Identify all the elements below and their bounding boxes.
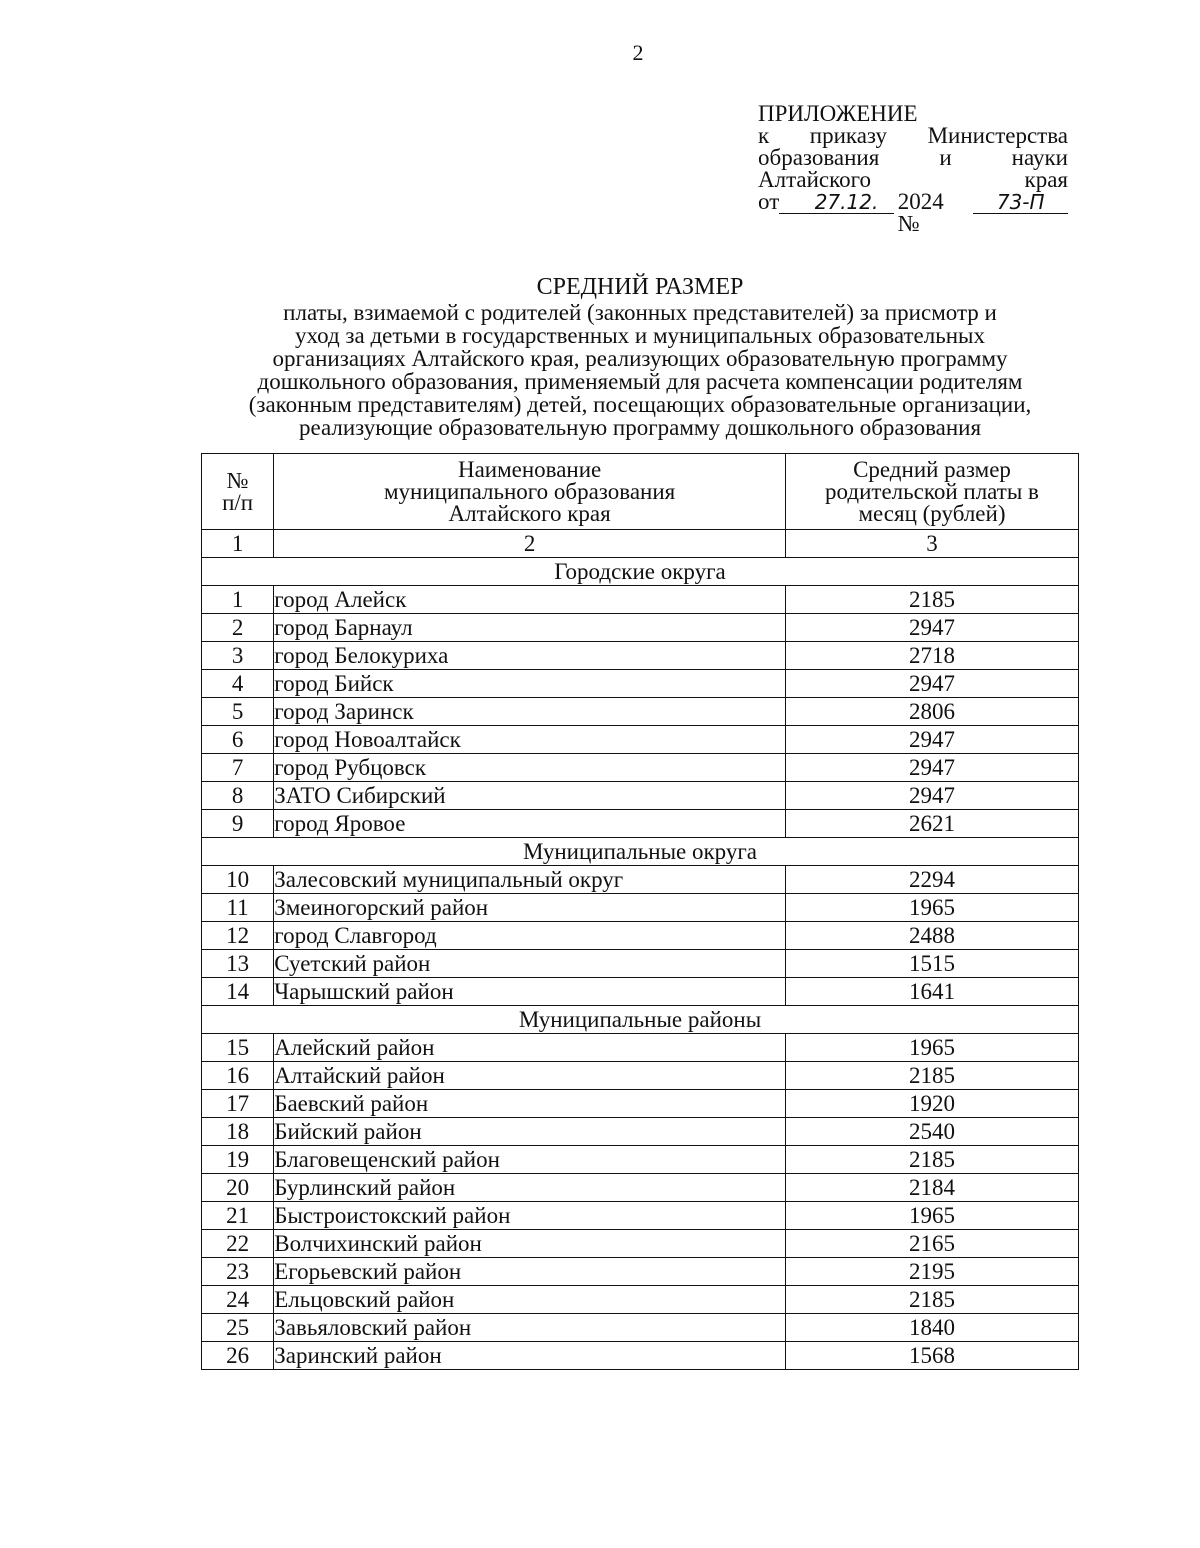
municipality-name: Егорьевский район <box>274 1258 786 1286</box>
table-row <box>202 1062 1079 1090</box>
row-number: 6 <box>202 726 274 754</box>
heading-line-3: организациях Алтайского края, реализующих образовательную программу <box>272 346 1008 371</box>
heading-line-1: платы, взимаемой с родителей (законных представителей) за присмотр и <box>283 300 997 325</box>
table-row <box>202 922 1079 950</box>
row-number: 12 <box>202 922 274 950</box>
row-number: 18 <box>202 1118 274 1146</box>
table-row <box>202 670 1079 698</box>
table-row <box>202 754 1079 782</box>
table-row <box>202 642 1079 670</box>
municipality-name: Баевский район <box>274 1090 786 1118</box>
group-title: Городские округа <box>202 558 1079 586</box>
municipality-name: город Рубцовск <box>274 754 786 782</box>
average-fee: 1641 <box>785 978 1078 1006</box>
row-number: 13 <box>202 950 274 978</box>
average-fee: 2718 <box>785 642 1078 670</box>
table-row <box>202 1034 1079 1062</box>
average-fee: 2184 <box>785 1174 1078 1202</box>
row-number: 15 <box>202 1034 274 1062</box>
row-number: 4 <box>202 670 274 698</box>
table-row <box>202 1286 1079 1314</box>
average-fee: 1965 <box>785 894 1078 922</box>
heading-line-4: дошкольного образования, применяемый для расчета компенсации родителям <box>257 369 1023 394</box>
municipality-name: город Яровое <box>274 810 786 838</box>
column-index-row: 1 2 3 <box>202 530 1079 558</box>
row-number: 16 <box>202 1062 274 1090</box>
average-fee: 2947 <box>785 782 1078 810</box>
row-number: 24 <box>202 1286 274 1314</box>
row-number: 25 <box>202 1314 274 1342</box>
table-header-row <box>202 454 1079 530</box>
appendix-line-1: к приказу Министерства <box>758 123 1068 148</box>
appendix-block <box>758 103 1068 235</box>
table-row <box>202 1202 1079 1230</box>
row-number: 26 <box>202 1342 274 1370</box>
heading-line-6: реализующие образовательную программу дошкольного образования <box>298 415 982 440</box>
table-row <box>202 1118 1079 1146</box>
table-row <box>202 1314 1079 1342</box>
appendix-date-line: от 27.12. 2024 № 73-П <box>758 191 1068 235</box>
row-number: 20 <box>202 1174 274 1202</box>
average-fee: 2165 <box>785 1230 1078 1258</box>
municipality-name: Волчихинский район <box>274 1230 786 1258</box>
municipality-name: город Славгород <box>274 922 786 950</box>
municipality-name: Залесовский муниципальный округ <box>274 866 786 894</box>
table-row <box>202 810 1079 838</box>
table-row <box>202 1342 1079 1370</box>
heading-line-2: уход за детьми в государственных и муниципальных образовательных <box>294 323 985 348</box>
table-row <box>202 614 1079 642</box>
table-row <box>202 1230 1079 1258</box>
row-number: 2 <box>202 614 274 642</box>
table-body <box>202 558 1079 1370</box>
row-number: 23 <box>202 1258 274 1286</box>
group-title: Муниципальные округа <box>202 838 1079 866</box>
municipality-name: Быстроистокский район <box>274 1202 786 1230</box>
average-fee: 2621 <box>785 810 1078 838</box>
row-number: 10 <box>202 866 274 894</box>
table-row <box>202 586 1079 614</box>
handwritten-order-number: 73-П <box>973 191 1068 214</box>
municipality-name: город Новоалтайск <box>274 726 786 754</box>
municipality-name: ЗАТО Сибирский <box>274 782 786 810</box>
municipality-name: город Белокуриха <box>274 642 786 670</box>
average-fee: 2806 <box>785 698 1078 726</box>
average-fee: 2195 <box>785 1258 1078 1286</box>
municipality-name: Змеиногорский район <box>274 894 786 922</box>
row-number: 9 <box>202 810 274 838</box>
row-number: 17 <box>202 1090 274 1118</box>
municipality-name: Заринский район <box>274 1342 786 1370</box>
group-header-row <box>202 558 1079 586</box>
municipality-name: город Алейск <box>274 586 786 614</box>
appendix-line-2: образования и науки <box>758 145 1068 170</box>
table-row <box>202 1174 1079 1202</box>
municipality-name: город Заринск <box>274 698 786 726</box>
appendix-line-3: Алтайского края <box>758 167 1068 192</box>
row-number: 1 <box>202 586 274 614</box>
average-fee: 2947 <box>785 726 1078 754</box>
municipality-name: Алейский район <box>274 1034 786 1062</box>
average-fee: 2488 <box>785 922 1078 950</box>
average-fee: 1920 <box>785 1090 1078 1118</box>
header-name: Наименование муниципального образования Алтайского края <box>274 454 786 530</box>
municipality-name: город Барнаул <box>274 614 786 642</box>
fee-table <box>201 453 1079 1370</box>
handwritten-date: 27.12. <box>779 191 894 214</box>
average-fee: 2185 <box>785 1062 1078 1090</box>
group-header-row <box>202 838 1079 866</box>
average-fee: 2540 <box>785 1118 1078 1146</box>
municipality-name: Суетский район <box>274 950 786 978</box>
document-heading <box>200 276 1080 439</box>
table-row <box>202 726 1079 754</box>
table-row <box>202 950 1079 978</box>
table-row <box>202 782 1079 810</box>
average-fee: 2947 <box>785 670 1078 698</box>
average-fee: 2947 <box>785 614 1078 642</box>
page-number: 2 <box>632 40 644 65</box>
average-fee: 2185 <box>785 586 1078 614</box>
row-number: 22 <box>202 1230 274 1258</box>
row-number: 5 <box>202 698 274 726</box>
municipality-name: город Бийск <box>274 670 786 698</box>
row-number: 19 <box>202 1146 274 1174</box>
row-number: 14 <box>202 978 274 1006</box>
table-row <box>202 698 1079 726</box>
average-fee: 1840 <box>785 1314 1078 1342</box>
appendix-title: ПРИЛОЖЕНИЕ <box>758 101 918 126</box>
header-fee: Средний размер родительской платы в месяц (рублей) <box>785 454 1078 530</box>
row-number: 3 <box>202 642 274 670</box>
table-row <box>202 866 1079 894</box>
municipality-name: Алтайский район <box>274 1062 786 1090</box>
table-row <box>202 1146 1079 1174</box>
average-fee: 1965 <box>785 1202 1078 1230</box>
row-number: 11 <box>202 894 274 922</box>
municipality-name: Бурлинский район <box>274 1174 786 1202</box>
table-row <box>202 1258 1079 1286</box>
table-row <box>202 894 1079 922</box>
average-fee: 2185 <box>785 1286 1078 1314</box>
group-title: Муниципальные районы <box>202 1006 1079 1034</box>
row-number: 8 <box>202 782 274 810</box>
heading-title: СРЕДНИЙ РАЗМЕР <box>536 274 744 300</box>
municipality-name: Завьяловский район <box>274 1314 786 1342</box>
average-fee: 2294 <box>785 866 1078 894</box>
municipality-name: Ельцовский район <box>274 1286 786 1314</box>
table-row <box>202 1090 1079 1118</box>
average-fee: 2185 <box>785 1146 1078 1174</box>
row-number: 21 <box>202 1202 274 1230</box>
average-fee: 1965 <box>785 1034 1078 1062</box>
header-num: № п/п <box>202 454 274 530</box>
average-fee: 1515 <box>785 950 1078 978</box>
table-row <box>202 978 1079 1006</box>
heading-line-5: (законным представителям) детей, посещающих образовательные организации, <box>248 392 1032 417</box>
municipality-name: Чарышский район <box>274 978 786 1006</box>
group-header-row <box>202 1006 1079 1034</box>
average-fee: 2947 <box>785 754 1078 782</box>
row-number: 7 <box>202 754 274 782</box>
municipality-name: Бийский район <box>274 1118 786 1146</box>
average-fee: 1568 <box>785 1342 1078 1370</box>
municipality-name: Благовещенский район <box>274 1146 786 1174</box>
